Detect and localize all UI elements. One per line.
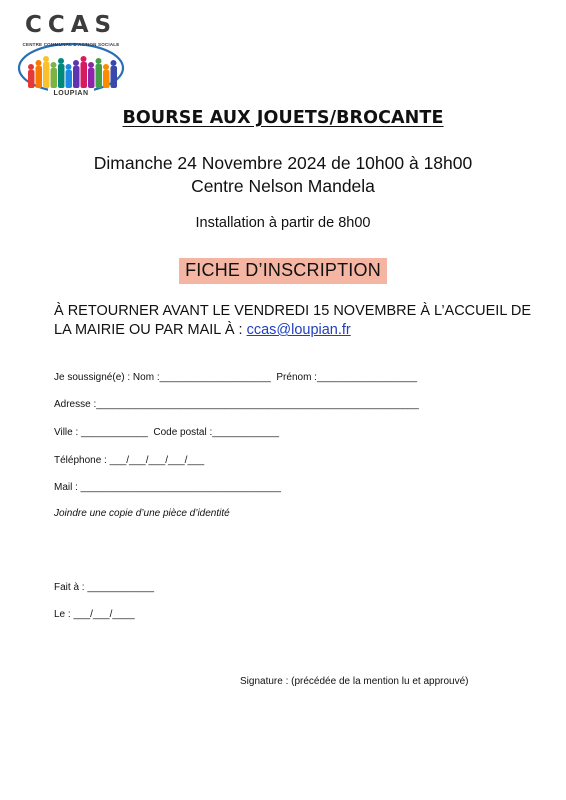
signature-line: Signature : (précédée de la mention lu et approuvé) xyxy=(240,676,469,687)
logo-person-body xyxy=(36,66,43,88)
logo-subtitle: CENTRE COMMUNAL D'ACTION SOCIALE xyxy=(22,42,120,47)
form-title: FICHE D’INSCRIPTION xyxy=(179,258,387,284)
logo-person-body xyxy=(81,62,88,88)
address-field-line: Adresse :__________________________________________________________ xyxy=(54,399,419,410)
logo-person-body xyxy=(88,68,95,88)
name-field-line: Je soussigné(e) : Nom :____________________ Prénom :__________________ xyxy=(54,372,418,383)
logo-people xyxy=(28,56,117,88)
return-instructions-text: À RETOURNER AVANT LE VENDREDI 15 NOVEMBRE À L’ACCUEIL DE LA MAIRIE OU PAR MAIL À : xyxy=(54,303,532,338)
logo-person-head xyxy=(81,56,87,62)
city-field-line: Ville : ____________ Code postal :____________ xyxy=(54,427,280,438)
logo-title: CCAS xyxy=(24,12,118,38)
logo-person-body xyxy=(43,62,50,88)
ccas-logo xyxy=(14,12,128,100)
logo-person-head xyxy=(51,62,57,68)
phone-field-line: Téléphone : ___/___/___/___/___ xyxy=(54,455,205,466)
mail-field-line: Mail : ____________________________________ xyxy=(54,482,281,493)
made-at-line: Fait à : ____________ xyxy=(54,582,155,593)
logo-person-head xyxy=(88,62,94,68)
logo-person-head xyxy=(36,60,42,66)
logo-person-head xyxy=(103,64,109,70)
event-date: Dimanche 24 Novembre 2024 de 10h00 à 18h00 xyxy=(93,153,473,173)
logo-person-body xyxy=(111,66,118,88)
logo-person-body xyxy=(96,64,103,88)
setup-time: Installation à partir de 8h00 xyxy=(195,215,371,231)
logo-person-body xyxy=(73,66,80,88)
logo-person-head xyxy=(73,60,79,66)
logo-person-head xyxy=(66,64,72,70)
logo-person-head xyxy=(58,58,64,64)
email-link[interactable]: ccas@loupian.fr xyxy=(246,322,351,338)
logo-person-head xyxy=(28,64,34,70)
form-title-wrapper xyxy=(0,258,566,284)
id-copy-note: Joindre une copie d’une pièce d’identité xyxy=(54,508,230,519)
logo-person-head xyxy=(43,56,49,62)
date-line: Le : ___/___/____ xyxy=(54,609,135,620)
return-instructions xyxy=(54,302,534,340)
logo-person-head xyxy=(96,58,102,64)
page-title: BOURSE AUX JOUETS/BROCANTE xyxy=(122,108,444,128)
logo-person-body xyxy=(66,70,73,88)
logo-person-body xyxy=(51,68,58,88)
event-place: Centre Nelson Mandela xyxy=(191,176,375,196)
logo-person-head xyxy=(111,60,117,66)
logo-person-body xyxy=(103,70,110,88)
logo-person-body xyxy=(58,64,65,88)
logo-city: LOUPIAN xyxy=(53,90,89,97)
logo-person-body xyxy=(28,70,35,88)
